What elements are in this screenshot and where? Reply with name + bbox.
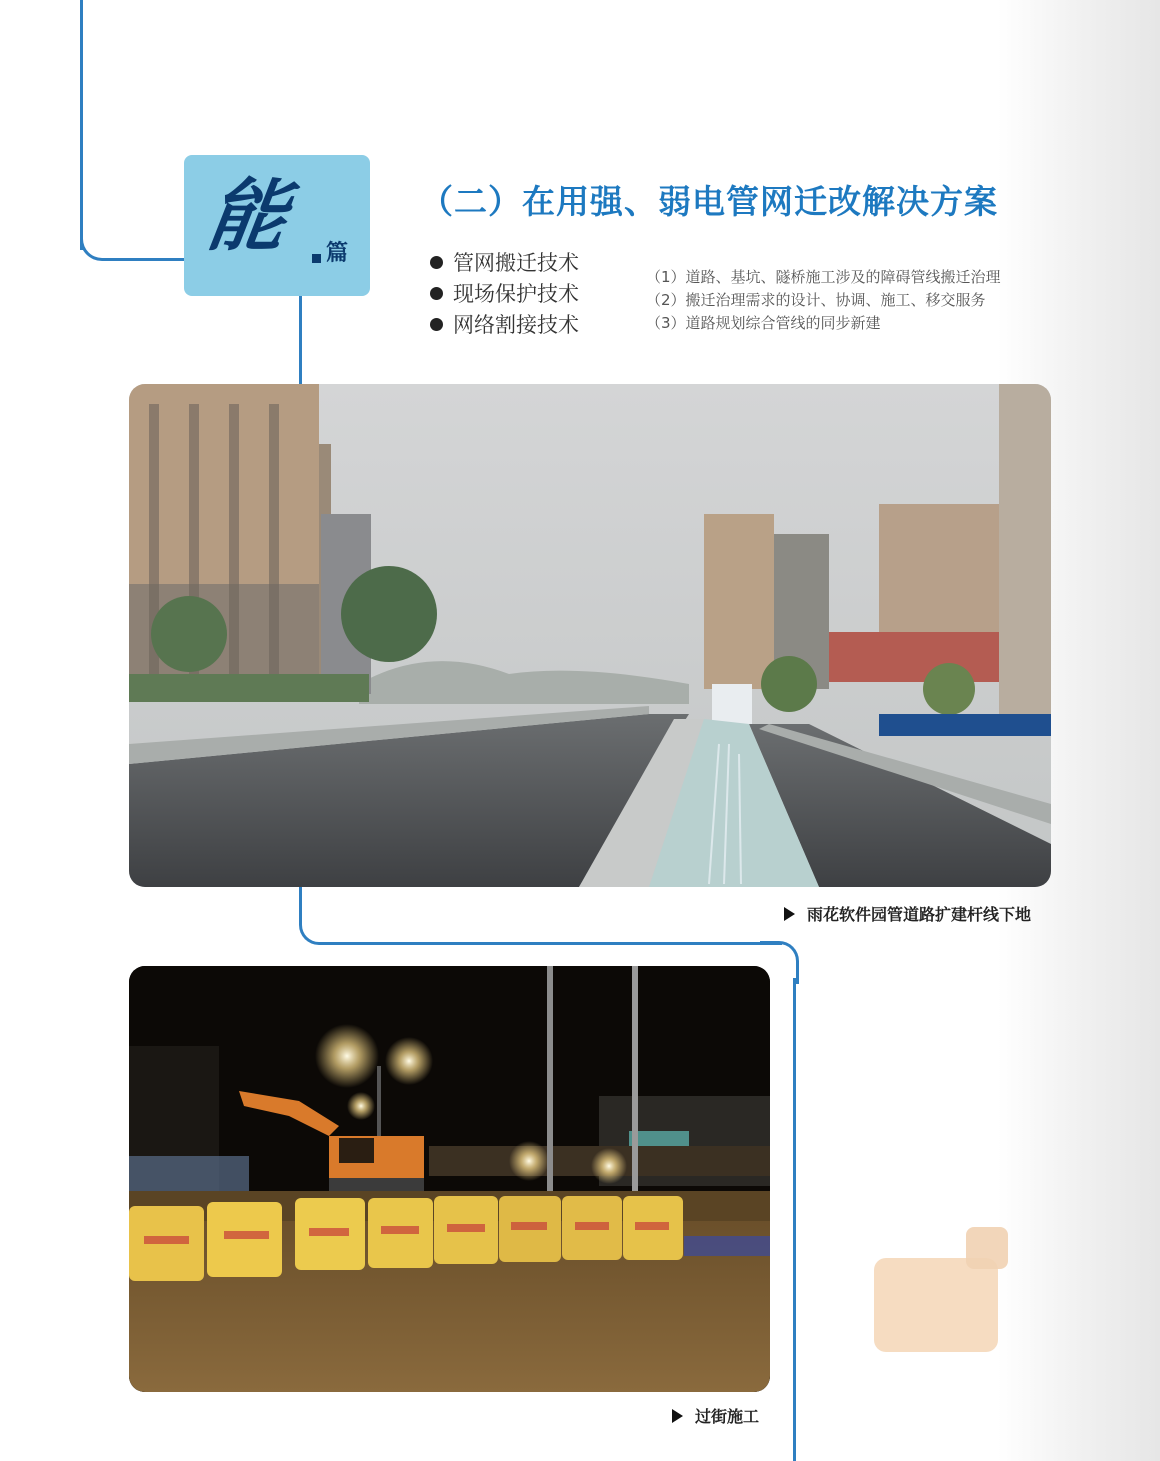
badge-suffix: 篇 xyxy=(326,240,349,266)
caption-arrow-icon xyxy=(784,907,795,921)
numbered-item: （2）搬迁治理需求的设计、协调、施工、移交服务 xyxy=(646,291,986,309)
bullet-dot-icon xyxy=(430,287,443,300)
bullet-dot-icon xyxy=(430,256,443,269)
numbered-list xyxy=(646,266,1001,335)
decorative-square-large xyxy=(874,1258,998,1352)
bullet-item: 管网搬迁技术 xyxy=(430,248,579,279)
badge-dot xyxy=(312,254,321,263)
connector-line-mid-corner xyxy=(299,887,782,945)
decorative-square-small xyxy=(966,1227,1008,1269)
street-crossing-photo xyxy=(129,966,770,1392)
bullet-item: 网络割接技术 xyxy=(430,310,579,341)
caption-arrow-icon xyxy=(672,1409,683,1423)
bullet-item: 现场保护技术 xyxy=(430,279,579,310)
connector-line-right-vertical xyxy=(793,978,796,1461)
numbered-item: （1）道路、基坑、隧桥施工涉及的障碍管线搬迁治理 xyxy=(646,268,1001,286)
photo-caption-road: 雨花软件园管道路扩建杆线下地 xyxy=(784,902,1031,925)
connector-line-top-corner xyxy=(80,222,193,261)
bullet-dot-icon xyxy=(430,318,443,331)
photo-caption-crossing: 过街施工 xyxy=(672,1404,759,1427)
connector-line-top-vertical xyxy=(80,0,83,250)
section-title: （二）在用强、弱电管网迁改解决方案 xyxy=(420,182,998,221)
badge-calligraphy: 能 xyxy=(201,171,287,262)
connector-line-mid-vertical xyxy=(299,296,302,386)
numbered-item: （3）道路规划综合管线的同步新建 xyxy=(646,314,881,332)
bullet-list xyxy=(430,248,579,341)
road-expansion-photo xyxy=(129,384,1051,887)
